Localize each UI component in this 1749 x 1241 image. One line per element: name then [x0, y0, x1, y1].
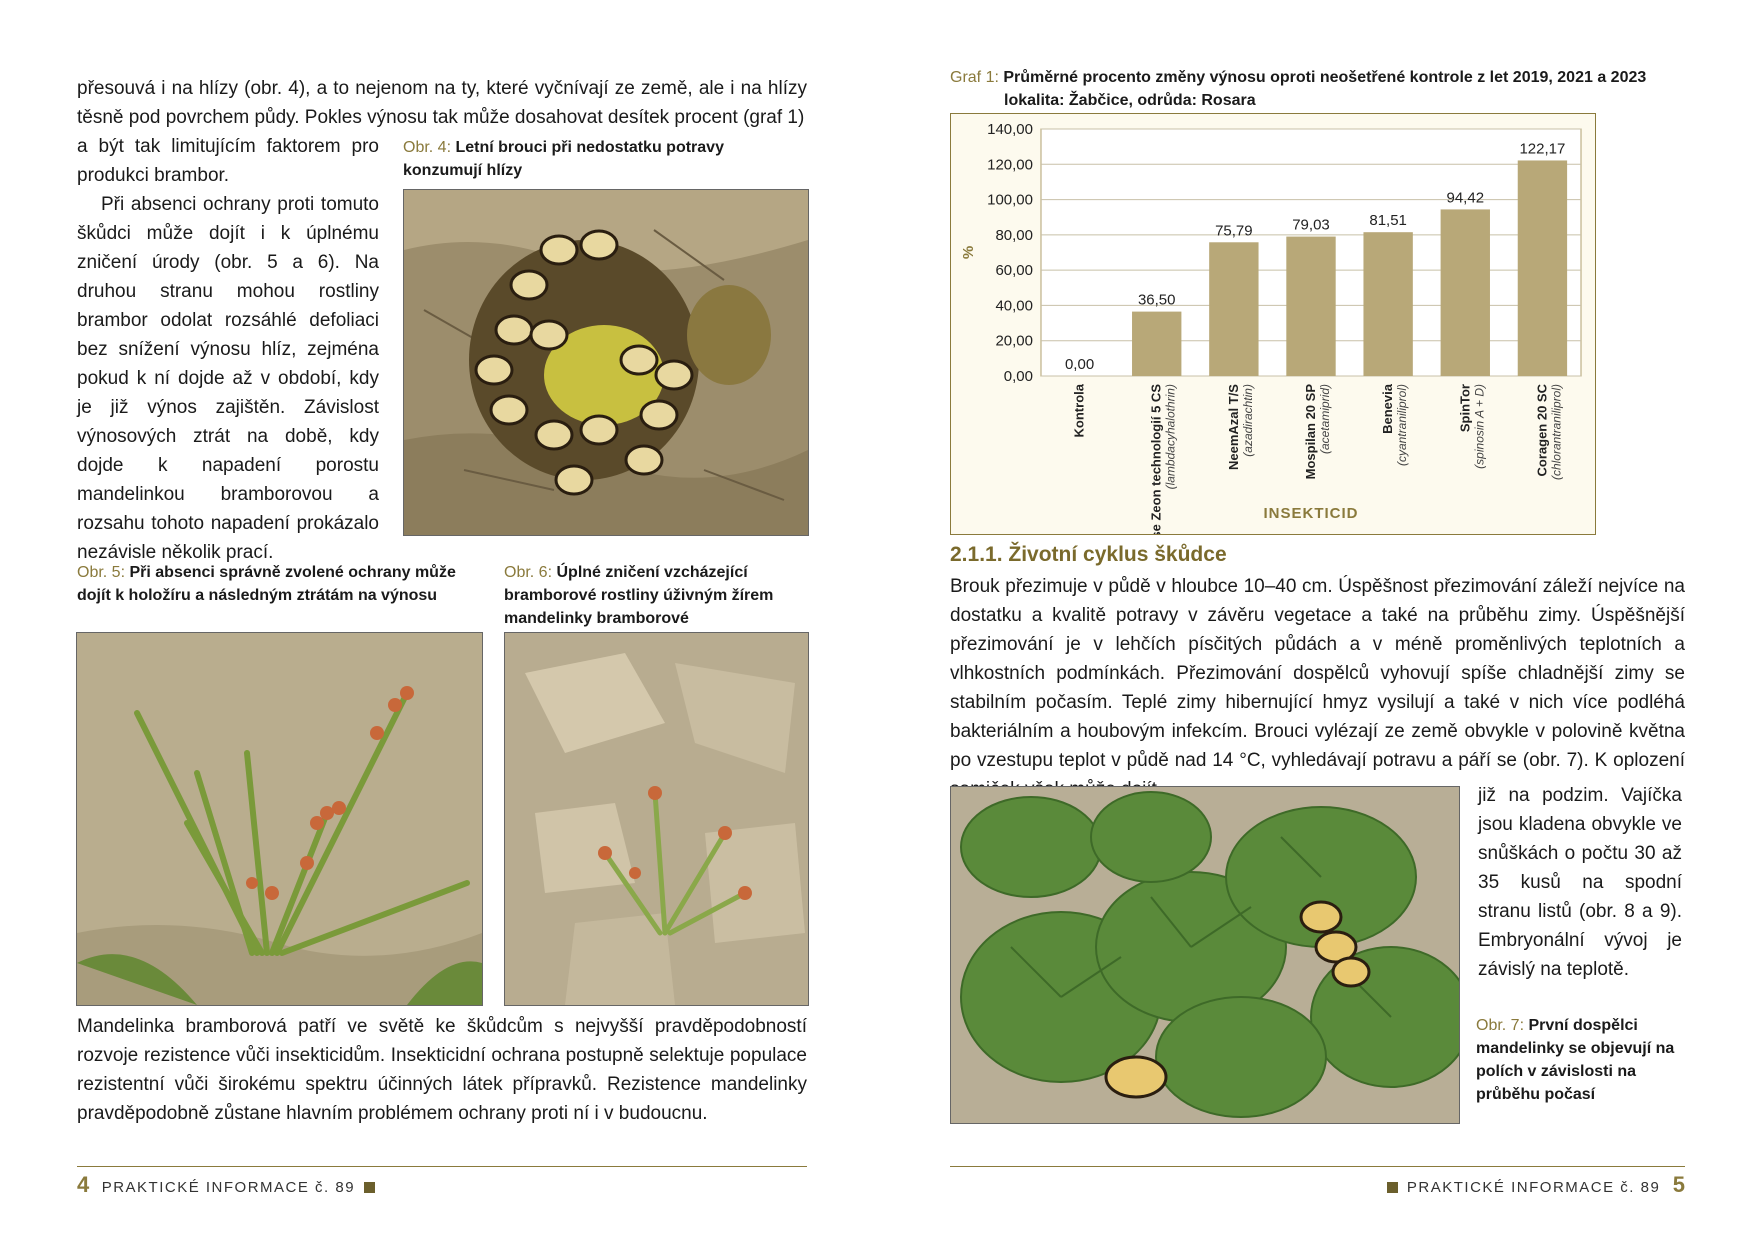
right-footer — [1387, 1172, 1685, 1198]
y-tick-label: 80,00 — [995, 226, 1033, 244]
fig7-text: První dospělci mandelinky se objevují na polích v závislosti na průběhu počasí — [1476, 1017, 1675, 1103]
x-tick-sublabel: (acetamiprid) — [1318, 384, 1332, 455]
x-tick-label: Mospilan 20 SP — [1303, 384, 1318, 480]
footer-square-icon — [1387, 1182, 1398, 1193]
right-footer-text: PRAKTICKÉ INFORMACE č. 89 — [1406, 1179, 1661, 1196]
x-axis-label: INSEKTICID — [1263, 505, 1359, 522]
bar-7 — [1518, 160, 1567, 376]
left-footer-rule — [77, 1166, 807, 1167]
x-tick-sublabel: (spinosin A + D) — [1472, 384, 1487, 469]
x-tick-sublabel: (cyantraniliprol) — [1395, 383, 1410, 467]
fig5-photo-defoliated-plant — [76, 632, 483, 1006]
x-tick-label: NeemAzal T/S — [1225, 384, 1241, 470]
bar-value-label: 75,79 — [1215, 222, 1253, 240]
x-tick-label: SpinTor — [1457, 384, 1473, 433]
bar-value-label: 36,50 — [1137, 291, 1176, 309]
right-para1: Brouk přezimuje v půdě v hloubce 10–40 cm. Úspěšnost přezimování záleží nejvíce na dostatku a kvalitě potravy v závěru vegetace a také na průběhu zimy. Úspěšnější přezimování je v lehčích písčitých půdách a v méně proměnlivých teplotních a vlhkostních podmínkách. Přezimování dospělců vyhovují spíše chladnější zimy se stabilním počasím. Teplé zimy hibernující hmyz vysilují a také v nich více podléhá bakteriálním a houbovým infekcím. Brouci vylézají ze země obvykle v polovině května po vzestupu teplot v půdě nad 14 °C, vyhledávají potravu a páří se (obr. 7). K oplození — [950, 576, 1685, 771]
y-tick-label: 0,00 — [1003, 368, 1033, 385]
fig6-caption — [504, 561, 804, 630]
graf1-caption — [950, 66, 1670, 112]
graf1-label: Graf 1: — [950, 69, 999, 86]
left-para2: Při absenci ochrany proti tomuto škůdci může dojít i k úplnému zničení úrody (obr. 5 a 6). Na druhou stranu mohou rostliny brambor odolat rozsáhlé defoliaci bez snížení výnosu hlíz, zejména pokud k ní dojde až v období, kdy je již výnos zajištěn. Závislost výnosových ztrát na době, kdy dojde k napadení porostu mandelinkou bramborovou a rozsahu tohoto napadení prokázalo nezávisle několik prací. — [77, 194, 379, 563]
y-tick-label: 140,00 — [987, 121, 1033, 138]
fig4-caption — [403, 136, 803, 182]
fig7-photo-beetles-on-leaves — [950, 786, 1460, 1124]
x-tick-sublabel: (lambdacyhalothrin) — [1163, 384, 1178, 490]
right-para1-end: již na podzim. Vajíčka jsou kladena obvykle ve snůškách o počtu 30 až 35 kusů na spodní stranu listů (obr. 8 a 9). Embryonální vývoj je závislý na teplotě. — [1478, 785, 1682, 980]
fig4-photo-beetles-on-tuber — [403, 189, 809, 536]
bar-value-label: 122,17 — [1519, 140, 1566, 158]
bar-value-label: 79,03 — [1292, 216, 1330, 234]
bar-6 — [1441, 209, 1490, 376]
y-tick-label: 100,00 — [987, 191, 1033, 209]
bar-value-label: 0,00 — [1064, 356, 1095, 373]
fig6-photo-destroyed-seedling — [504, 632, 809, 1006]
y-tick-label: 120,00 — [987, 156, 1033, 174]
fig6-illustration — [505, 633, 808, 1005]
fig7-caption — [1476, 1014, 1676, 1106]
x-tick-label: Benevia — [1380, 384, 1396, 434]
bar-5 — [1363, 232, 1412, 376]
y-tick-label: 20,00 — [995, 332, 1033, 350]
graf1-title-line2: lokalita: Žabčice, odrůda: Rosara — [1004, 92, 1256, 109]
section-heading: 2.1.1. Životní cyklus škůdce — [950, 543, 1227, 566]
y-tick-label: 40,00 — [995, 297, 1033, 315]
left-para3: Mandelinka bramborová patří ve světě ke škůdcům s nejvyšší pravděpodobností rozvoje rezistence vůči insekticidům. Insekticidní ochrana postupně selektuje populace rezistentní vůči širokému spektru účinných látek přípravků. Rezistence mandelinky pravděpodobně zůstane hlavním problémem ochrany proti ní i v budoucnu. — [77, 1016, 807, 1124]
footer-square-icon — [364, 1182, 375, 1193]
left-para1: přesouvá i na hlízy (obr. 4), a to nejenom na ty, které vyčnívají ze země, ale i na hlízy těsně pod povrchem půdy. Pokles výnosu tak může dosahovat desítek procent (graf 1) — [77, 78, 807, 128]
left-para1-end: a být tak limitujícím faktorem pro produkci brambor. — [77, 136, 379, 186]
fig6-label: Obr. 6: — [504, 564, 553, 581]
fig5-text: Při absenci správně zvolené ochrany může dojít k holožíru a následným ztrátám na výnosu — [77, 564, 456, 604]
fig6-text: Úplné zničení vzcházející bramborové rostliny úživným žírem mandelinky bramborové — [504, 564, 774, 627]
fig5-caption — [77, 561, 467, 607]
bar-3 — [1209, 242, 1258, 376]
left-page-number: 4 — [77, 1172, 90, 1197]
left-footer — [77, 1172, 375, 1198]
graf1-svg — [951, 114, 1595, 534]
fig4-illustration — [404, 190, 808, 535]
left-footer-text: PRAKTICKÉ INFORMACE č. 89 — [101, 1179, 356, 1196]
fig5-label: Obr. 5: — [77, 564, 126, 581]
fig7-illustration — [951, 787, 1459, 1123]
right-footer-rule — [950, 1166, 1685, 1167]
graf1-title-line1: Průměrné procento změny výnosu oproti neošetřené kontrole z let 2019, 2021 a 2023 — [1003, 69, 1647, 86]
x-tick-label: Kontrola — [1071, 384, 1087, 438]
x-tick-label: Coragen 20 SC — [1534, 384, 1550, 477]
graf1-chart — [950, 113, 1596, 535]
y-axis-label: % — [960, 245, 977, 260]
x-tick-sublabel: (azadirachtin) — [1240, 384, 1255, 457]
y-tick-label: 60,00 — [995, 262, 1033, 280]
fig7-label: Obr. 7: — [1476, 1017, 1525, 1034]
fig4-text: Letní brouci při nedostatku potravy konzumují hlízy — [403, 139, 724, 179]
right-page-number: 5 — [1672, 1172, 1685, 1197]
fig4-label: Obr. 4: — [403, 139, 452, 156]
x-tick-label: Karate se Zeon technologií 5 CS — [1148, 384, 1164, 534]
bar-4 — [1286, 237, 1335, 376]
x-tick-sublabel: (chlorantraniliprol) — [1549, 384, 1564, 481]
fig5-illustration — [77, 633, 482, 1005]
bar-value-label: 94,42 — [1446, 189, 1485, 207]
bar-value-label: 81,51 — [1369, 212, 1407, 230]
bar-2 — [1132, 312, 1181, 376]
